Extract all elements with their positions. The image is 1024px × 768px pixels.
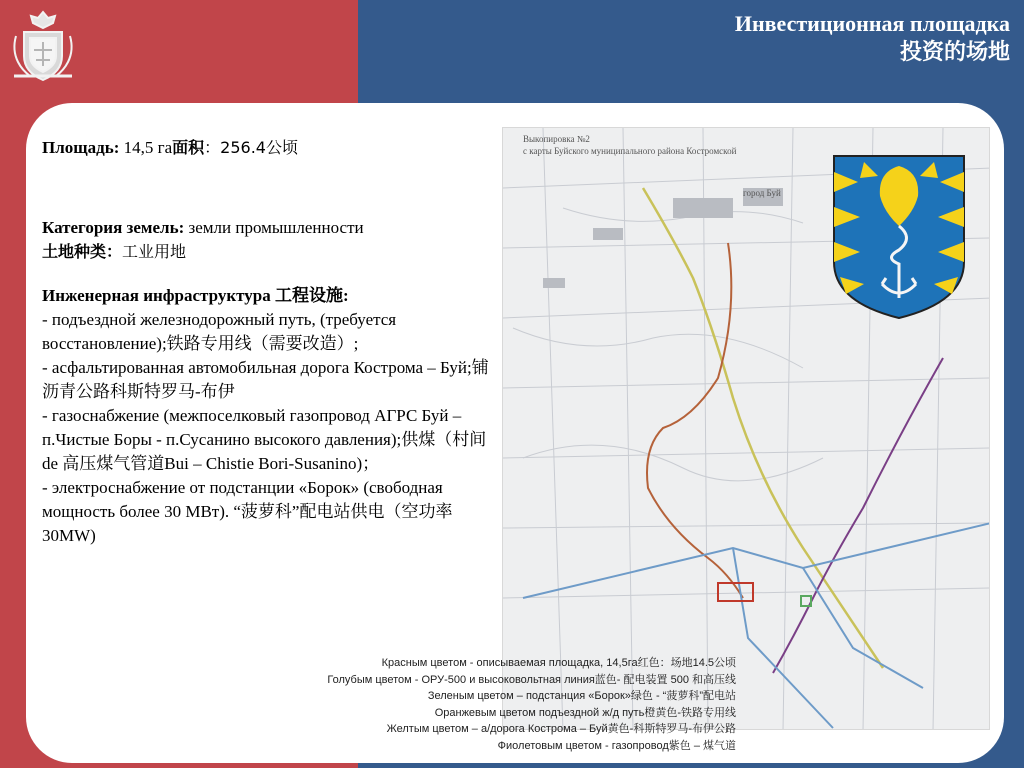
legend-item-orange: Оранжевым цветом подъездной ж/д путь橙黄色-铁路专用线	[434, 706, 736, 719]
area-line	[42, 136, 502, 160]
hv-line-blue	[523, 523, 990, 598]
buy-coat-of-arms-icon	[830, 152, 968, 322]
legend-item-yellow: Желтым цветом – а/дорога Кострома – Буй黄色-科斯特罗马-布伊公路	[386, 723, 736, 735]
hv-line-blue-3	[803, 568, 923, 688]
infrastructure-item-gas: - газоснабжение (межпоселковый газопровод АГРС Буй – п.Чистые Боры - п.Сусанино высокого давления);供煤（村间de 高压煤气管道Bui – Chistie Bori-Susanino)；	[42, 406, 487, 473]
map-caption-line1: Выкопировка №2	[523, 134, 590, 144]
infrastructure-item-road: - асфальтированная автомобильная дорога Кострома – Буй;铺沥青公路科斯特罗马-布伊	[42, 358, 489, 401]
land-category-cn-label: 土地种类：	[42, 242, 123, 261]
title-chinese: 投资的场地	[899, 40, 1010, 65]
area-value: 14,5 га	[119, 138, 173, 157]
map-legend	[327, 655, 736, 754]
legend-item-blue: Голубым цветом - ОРУ-500 и высоковольтная линия蓝色- 配电装置 500 和高压线	[327, 673, 736, 686]
legend-item-violet: Фиолетовым цветом - газопровод紫色 – 煤气道	[497, 739, 736, 752]
legend-item-green: Зеленым цветом – подстанция «Борок»绿色 - “菠萝科”配电站	[427, 690, 736, 702]
land-category-line	[42, 216, 502, 240]
map-caption-line2: с карты Буйского муниципального района Костромской	[523, 146, 737, 156]
land-category-value: земли промышленности	[184, 218, 364, 237]
title-russian: Инвестиционная площадка	[734, 11, 1010, 36]
rail-line-orange	[647, 243, 743, 598]
land-category-cn-line	[42, 240, 502, 264]
area-cn-label: 面积	[172, 138, 205, 157]
slide-title	[735, 10, 1010, 68]
land-category-cn-value: 工业用地	[122, 242, 187, 261]
legend-item-red: Красным цветом - описываемая площадка, 14,5га红色：场地14.5公顷	[381, 657, 736, 669]
map-city-label: город Буй	[743, 188, 781, 198]
kostroma-emblem-icon	[8, 6, 78, 86]
site-description	[42, 136, 502, 548]
gas-line-violet	[773, 358, 943, 673]
area-label: Площадь:	[42, 138, 120, 157]
infrastructure-heading: Инженерная инфраструктура 工程设施:	[42, 286, 349, 305]
area-cn-value: ：256.4公顷	[204, 138, 298, 157]
infrastructure-item-rail: - подъездной железнодорожный путь, (требуется восстановление);铁路专用线（需要改造）;	[42, 310, 397, 353]
land-category-label: Категория земель:	[42, 218, 185, 237]
infrastructure-item-power: - электроснабжение от подстанции «Борок» (свободная мощность более 30 МВт). “菠萝科”配电站供电（空功率 30MW)	[42, 478, 453, 545]
